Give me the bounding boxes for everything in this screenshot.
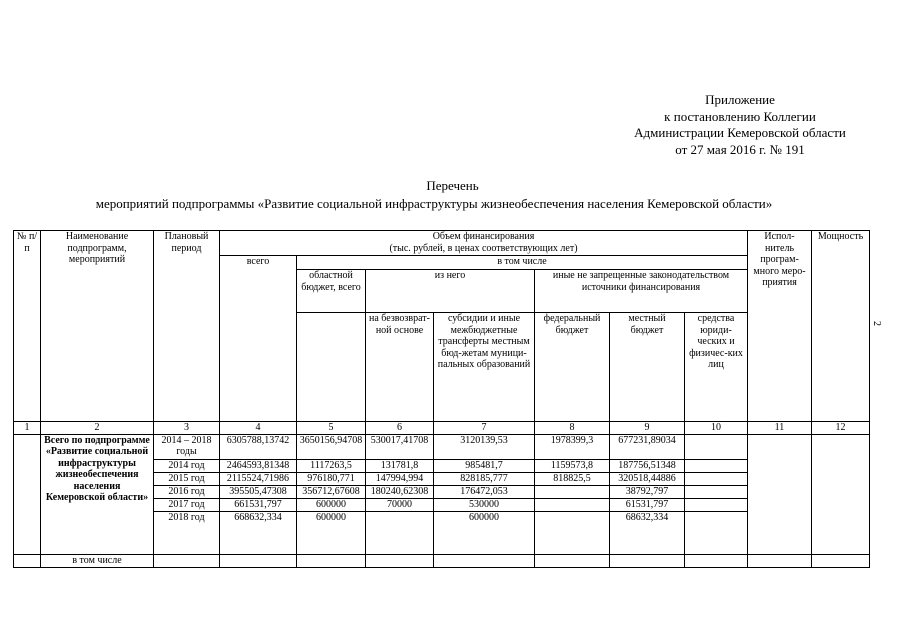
appendix-header: [600, 92, 880, 158]
header-funding: [220, 231, 748, 256]
column-number: 5: [297, 422, 366, 435]
local-cell: 187756,51348: [610, 459, 685, 472]
header-including: в том числе: [297, 256, 748, 270]
nonrepayable-cell: 147994,994: [366, 472, 434, 485]
total-cell: 6305788,13742: [220, 434, 297, 459]
header-period: Плановый период: [154, 231, 220, 422]
header-regional: областной бюджет, всего: [297, 270, 366, 313]
local-cell: 68632,334: [610, 511, 685, 554]
federal-cell: [535, 485, 610, 498]
regional-cell: 600000: [297, 498, 366, 511]
federal-cell: 1159573,8: [535, 459, 610, 472]
funding-table: [13, 230, 870, 568]
federal-cell: 1978399,3: [535, 434, 610, 459]
column-number: 9: [610, 422, 685, 435]
header-capacity: Мощность: [812, 231, 870, 422]
header-funding-units: (тыс. рублей, в ценах соответствующих лет): [389, 242, 578, 254]
column-number: 6: [366, 422, 434, 435]
header-name: Наименование подпрограмм, мероприятий: [41, 231, 154, 422]
total-cell: 668632,334: [220, 511, 297, 554]
column-number: 1: [14, 422, 41, 435]
header-num: № п/п: [14, 231, 41, 422]
nonrepayable-cell: [366, 511, 434, 554]
document-subtitle: мероприятий подпрограммы «Развитие социальной инфраструктуры жизнеобеспечения населения Кемеровской области»: [95, 196, 773, 211]
local-cell: 61531,797: [610, 498, 685, 511]
subsidies-cell: 600000: [434, 511, 535, 554]
column-number: 11: [748, 422, 812, 435]
column-number: 10: [685, 422, 748, 435]
appendix-line: к постановлению Коллегии: [664, 108, 816, 124]
header-nonrepayable: на безвозврат-ной основе: [366, 313, 434, 422]
total-cell: 395505,47308: [220, 485, 297, 498]
program-name: Всего по подпрограмме «Развитие социальной инфраструктуры жизнеобеспечения населения Кемеровской области»: [41, 434, 154, 554]
local-cell: 677231,89034: [610, 434, 685, 459]
column-number: 12: [812, 422, 870, 435]
column-number: 3: [154, 422, 220, 435]
local-cell: 320518,44886: [610, 472, 685, 485]
federal-cell: 818825,5: [535, 472, 610, 485]
document-title: Перечень: [426, 178, 479, 193]
header-total: всего: [220, 256, 297, 422]
header-other-sources: иные не запрещенные законодательством источники финансирования: [535, 270, 748, 313]
column-number: 7: [434, 422, 535, 435]
header-private: средства юриди-ческих и физичес-ких лиц: [685, 313, 748, 422]
header-executor: Испол-нитель програм-много меро-приятия: [748, 231, 812, 422]
nonrepayable-cell: 530017,41708: [366, 434, 434, 459]
regional-cell: 1117263,5: [297, 459, 366, 472]
subsidies-cell: 176472,053: [434, 485, 535, 498]
header-federal: федеральный бюджет: [535, 313, 610, 422]
subsidies-cell: 530000: [434, 498, 535, 511]
local-cell: 38792,797: [610, 485, 685, 498]
federal-cell: [535, 498, 610, 511]
nonrepayable-cell: 180240,62308: [366, 485, 434, 498]
regional-cell: 976180,771: [297, 472, 366, 485]
header-subsidies: субсидии и иные межбюджетные трансферты местным бюд-жетам муници-пальных образований: [434, 313, 535, 422]
header-funding-title: Объем финансирования: [432, 231, 535, 242]
appendix-line: Приложение: [705, 92, 775, 107]
subsidies-cell: 3120139,53: [434, 434, 535, 459]
period-cell: 2016 год: [154, 485, 220, 498]
period-cell: 2018 год: [154, 511, 220, 554]
nonrepayable-cell: 70000: [366, 498, 434, 511]
regional-cell: 600000: [297, 511, 366, 554]
column-number: 4: [220, 422, 297, 435]
regional-cell: 3650156,94708: [297, 434, 366, 459]
appendix-line: Администрации Кемеровской области: [634, 125, 846, 140]
total-cell: 661531,797: [220, 498, 297, 511]
header-local: местный бюджет: [610, 313, 685, 422]
header-of-which: из него: [366, 270, 535, 313]
subsidies-cell: 828185,777: [434, 472, 535, 485]
subsidies-cell: 985481,7: [434, 459, 535, 472]
total-cell: 2464593,81348: [220, 459, 297, 472]
including-label: в том числе: [41, 554, 154, 567]
period-cell: 2014 – 2018 годы: [154, 434, 220, 459]
column-number: 8: [535, 422, 610, 435]
period-cell: 2017 год: [154, 498, 220, 511]
period-cell: 2015 год: [154, 472, 220, 485]
page-number: 2: [871, 321, 882, 326]
nonrepayable-cell: 131781,8: [366, 459, 434, 472]
column-number: 2: [41, 422, 154, 435]
regional-cell: 356712,67608: [297, 485, 366, 498]
total-cell: 2115524,71986: [220, 472, 297, 485]
period-cell: 2014 год: [154, 459, 220, 472]
federal-cell: [535, 511, 610, 554]
appendix-line: от 27 мая 2016 г. № 191: [675, 141, 805, 157]
